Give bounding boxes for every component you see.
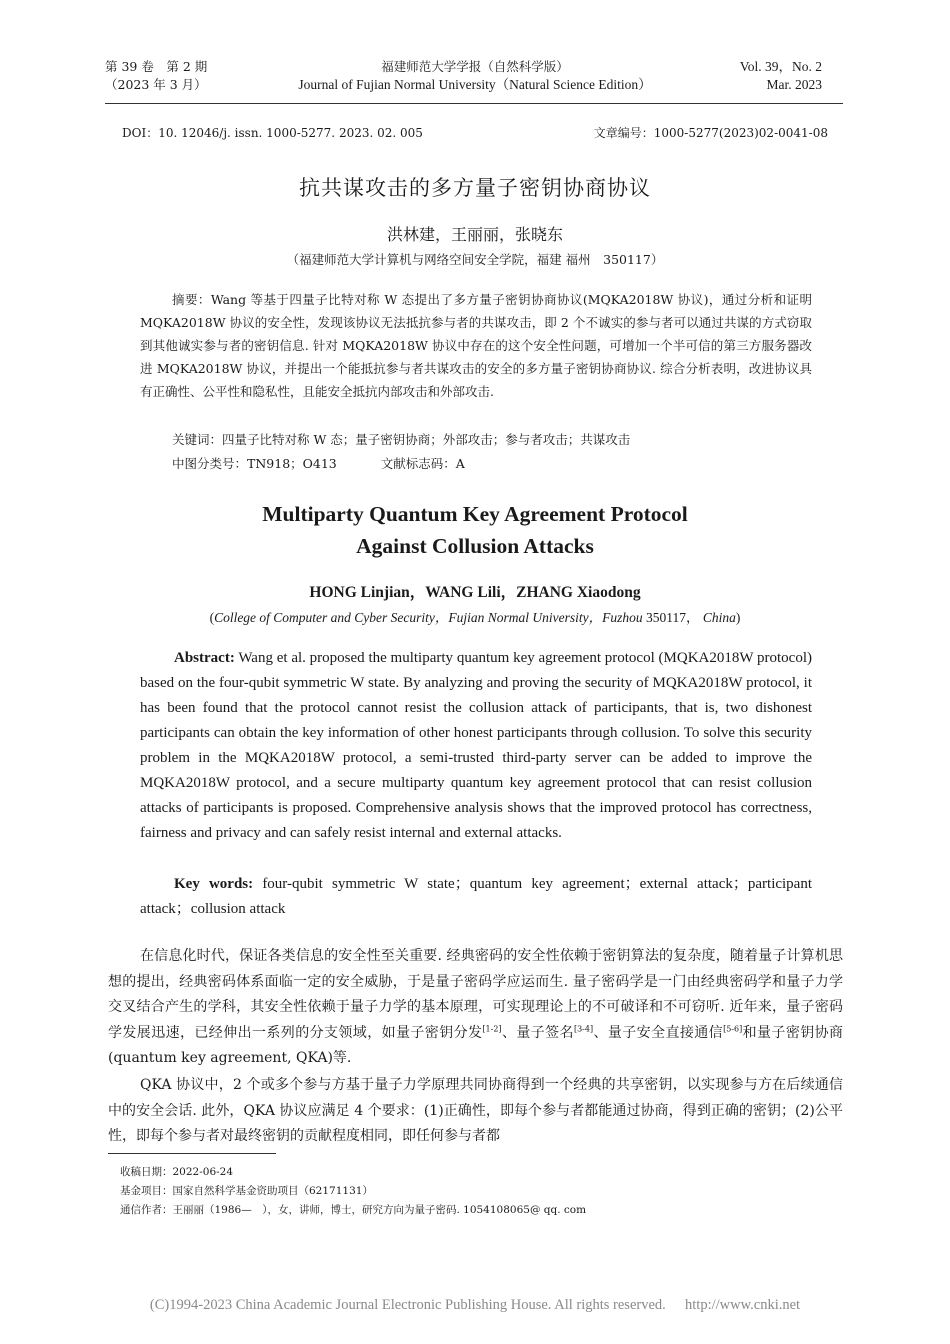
abstract-en-label: Abstract (174, 650, 230, 666)
body-p1-c: 、量子安全直接通信 (593, 1024, 724, 1041)
abstract-en: Abstract: Wang et al. proposed the multiparty quantum key agreement protocol (MQKA2018W protocol) based on the four-qubit symmetric W state. By analyzing and proving the security of MQKA2018W protocol, it has been found that the protocol cannot resist the collusion attack of participants, that is, two dishonest participants can obtain the key information of other honest participants through collusion. To solve this security problem in the MQKA2018W protocol, a semi-trusted third-party server can be added to improve the MQKA2018W protocol, and a secure multiparty quantum key agreement protocol that can resist collusion attacks of participants is proposed. Comprehensive analysis shows that the improved protocol has correctness, fairness and privacy and can safely resist internal and external attacks. (140, 650, 812, 841)
citation-1-2: [1-2] (482, 1023, 502, 1033)
body-paragraph-1 (108, 944, 843, 1072)
doi: DOI：10. 12046/j. issn. 1000-5277. 2023. 02. 005 (122, 126, 423, 140)
clc-label: 中图分类号： (172, 456, 248, 471)
keywords-en-label: Key words (174, 876, 249, 892)
doc-code-label: 文献标志码： (380, 456, 456, 471)
title-cn: 抗共谋攻击的多方量子密钥协商协议 (299, 176, 651, 200)
abstract-cn-text: Wang 等基于四量子比特对称 W 态提出了多方量子密钥协商协议(MQKA2018W 协议)，通过分析和证明 MQKA2018W 协议的安全性，发现该协议无法抵抗参与者的共谋攻击，即 2 个不诚实的参与者可以通过共谋的方式窃取到其他诚实参与者的密钥信息. 针对 MQKA2018W 协议中存在的这个安全性问题，可增加一个半可信的第三方服务器改进 MQKA2018W 协议，并提出一个能抵抗参与者共谋攻击的安全的多方量子密钥协商协议. 综合分析表明，改进协议具有正确性、公平性和隐私性，且能安全抵抗内部攻击和外部攻击. (140, 292, 812, 399)
classification (172, 452, 812, 475)
abstract-cn-label: 摘要： (172, 292, 211, 307)
keywords-cn-text: 四量子比特对称 W 态；量子密钥协商；外部攻击；参与者攻击；共谋攻击 (222, 432, 631, 447)
footnote-received: 收稿日期：2022-06-24 (120, 1166, 234, 1178)
abstract-en-text: Wang et al. proposed the multiparty quantum key agreement protocol (MQKA2018W protocol) based on the four-qubit symmetric W state. By analyzing and proving the security of MQKA2018W protocol, it has been found that the protocol cannot resist the collusion attack of participants, that is, two dishonest participants can obtain the key information of other honest participants through collusion. To solve this security problem in the MQKA2018W protocol, a semi-trusted third-party server can be added to improve the MQKA2018W protocol, and a secure multiparty quantum key agreement protocol that can resist collusion attacks of participants is proposed. Comprehensive analysis shows that the improved protocol has correctness, fairness and privacy and can safely resist internal and external attacks. (140, 650, 812, 841)
header-volume-en: Vol. 39，No. 2 (739, 59, 822, 74)
keywords-cn-label: 关键词： (172, 432, 223, 447)
header-volume-cn: 第 39 卷 第 2 期 (105, 59, 208, 74)
body-p1-b: 、量子签名 (501, 1024, 574, 1041)
copyright-text: (C)1994-2023 China Academic Journal Electronic Publishing House. All rights reserved. (149, 1297, 666, 1313)
citation-3-4: [3-4] (573, 1023, 594, 1033)
keywords-cn (172, 428, 812, 451)
header-rule (105, 103, 843, 104)
keywords-en-text: four-qubit symmetric W state；quantum key agreement；external attack；participant attack；collusion attack (140, 876, 813, 917)
header-date-cn: （2023 年 3 月） (105, 77, 207, 92)
header-journal-cn: 福建师范大学学报（自然科学版） (381, 59, 569, 74)
clc-value: TN918；O413 (247, 456, 337, 471)
authors-cn: 洪林建，王丽丽，张晓东 (386, 225, 563, 244)
keywords-en: Key words: four-qubit symmetric W state；quantum key agreement；external attack；participant attack；collusion attack (140, 876, 813, 917)
title-en-line2: Against Collusion Attacks (356, 534, 594, 558)
affiliation-en-country: China (702, 610, 736, 625)
title-en (0, 498, 950, 562)
abstract-cn (140, 288, 812, 403)
article-number: 文章编号：1000-5277(2023)02-0041-08 (593, 126, 828, 140)
affiliation-cn: （福建师范大学计算机与网络空间安全学院，福建 福州 350117） (286, 252, 664, 267)
header-journal-en: Journal of Fujian Normal University（Natural Science Edition） (298, 77, 652, 92)
body-p1-a: 在信息化时代，保证各类信息的安全性至关重要. 经典密码的安全性依赖于密钥算法的复杂度，随着量子计算机思想的提出，经典密码体系面临一定的安全威胁，于是量子密码学应运而生. 量子密码学是一门由经典密码学和量子力学交叉结合产生的学科，其安全性依赖于量子力学的基本原理，可实现理论上的不可破译和不可窃听. 近年来，量子密码学发展迅速，已经伸出一系列的分支领域，如量子密钥分发 (108, 948, 843, 1041)
authors-en: HONG Linjian，WANG Lili，ZHANG Xiaodong (309, 584, 641, 601)
citation-5-6: [5-6] (723, 1023, 743, 1033)
footnote-rule (108, 1153, 276, 1154)
body-paragraph-2: QKA 协议中，2 个或多个参与方基于量子力学原理共同协商得到一个经典的共享密钥，以实现参与方在后续通信中的安全会话. 此外，QKA 协议应满足 4 个要求：(1)正确性，即每个参与者都能通过协商，得到正确的密钥；(2)公平性，即每个参与者对最终密钥的贡献程度相同，即任何参与者都 (108, 1077, 843, 1144)
affiliation-en-post: 350117， (646, 610, 700, 625)
cnki-link[interactable]: http://www.cnki.net (685, 1297, 801, 1313)
footnote-fund: 基金项目：国家自然科学基金资助项目（62171131） (120, 1185, 373, 1197)
affiliation-en-org: College of Computer and Cyber Security，Fujian Normal University，Fuzhou (214, 610, 643, 625)
header-date-en: Mar. 2023 (766, 77, 822, 92)
footnote-author: 通信作者：王丽丽（1986— ），女，讲师，博士，研究方向为量子密码. 1054108065@ qq. com (120, 1204, 587, 1216)
affiliation-en: (College of Computer and Cyber Security，Fujian Normal University，Fuzhou 350117， China) (209, 610, 741, 625)
title-en-line1: Multiparty Quantum Key Agreement Protocol (262, 502, 688, 526)
body-p1-d: 和量子密钥协商(quantum key agreement, QKA)等. (108, 1024, 844, 1066)
doc-code-value: A (455, 456, 465, 471)
copyright-watermark (0, 1297, 950, 1314)
